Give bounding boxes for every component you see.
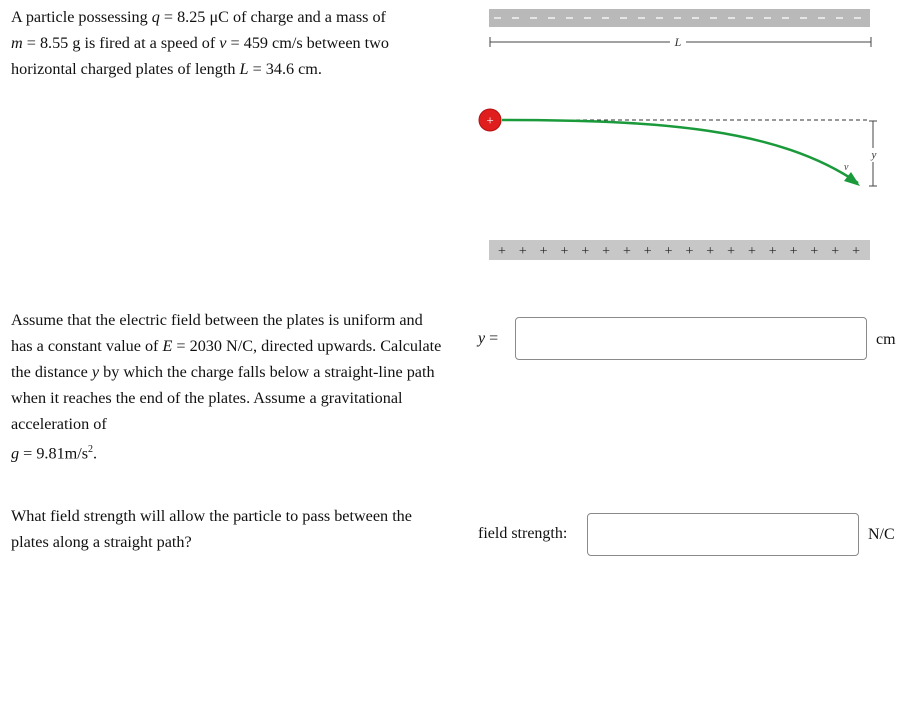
problem-part-a: Assume that the electric field between the plates is uniform and has a constant value of E = 2030 N/C, directed upwards. Calculate the distance y by which the charge falls below a straight-line path when it reaches the end of the plates. Assume a gravitational acceleration of $g = 9.81m/s^2$. xyxy=(11,311,442,463)
problem-part-b: What field strength will allow the particle to pass between the plates along a straight path? xyxy=(11,507,412,551)
plates-diagram xyxy=(478,0,898,280)
particle-charge-sign: + xyxy=(486,112,494,128)
deflection-label: y xyxy=(871,149,877,161)
problem-intro: A particle possessing q = 8.25 μC of charge and a mass of m = 8.55 g is fired at a speed of v = 459 cm/s between two horizontal charged plates of length L = 34.6 cm. xyxy=(11,8,389,78)
particle-path xyxy=(502,120,858,183)
velocity-label: v xyxy=(844,162,849,173)
bottom-plate-plus-signs: + + + + + + + + + + + + + + + + + + xyxy=(498,244,860,259)
y-answer-input[interactable] xyxy=(515,317,867,360)
field-strength-label: field strength: xyxy=(478,525,568,542)
y-answer-unit: cm xyxy=(876,331,896,348)
field-strength-input[interactable] xyxy=(587,513,859,556)
y-answer-label: y = xyxy=(478,330,499,347)
length-label: L xyxy=(674,35,682,49)
field-strength-unit: N/C xyxy=(868,526,895,543)
